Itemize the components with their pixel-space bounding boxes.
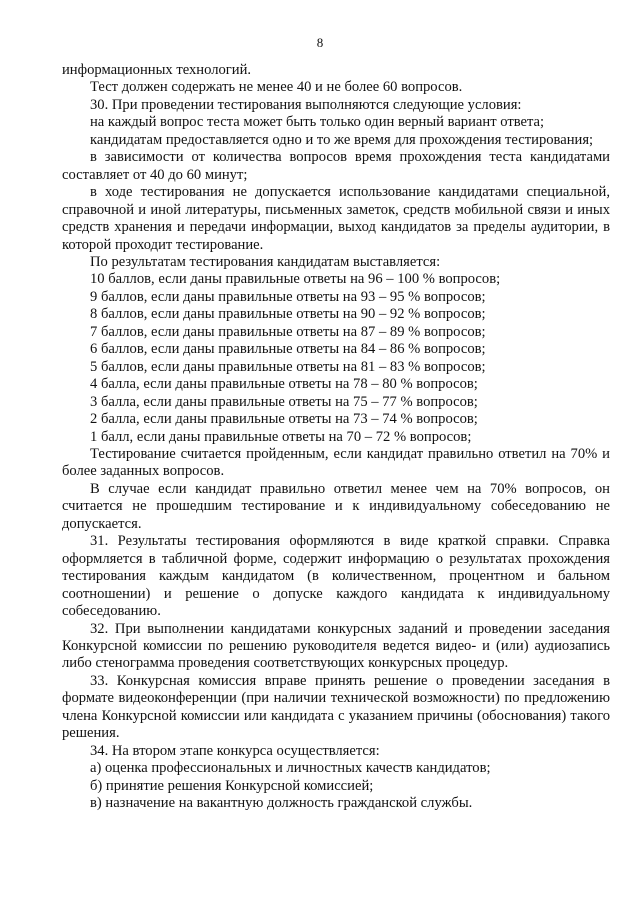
paragraph-condition-restrictions: в ходе тестирования не допускается использование кандидатами специальной, справочной и иной литературы, письменных заметок, средств мобильной связи и иных средств хранения и передачи информации, выход кандидатов за пределы аудитории, в которой проходит тестирование.: [62, 184, 610, 253]
paragraph-scoring-intro: По результатам тестирования кандидатам выставляется:: [90, 253, 441, 270]
score-line: 2 балла, если даны правильные ответы на 73 – 74 % вопросов;: [90, 411, 478, 428]
list-item-v: в) назначение на вакантную должность гражданской службы.: [90, 795, 473, 812]
score-line: 5 баллов, если даны правильные ответы на 81 – 83 % вопросов;: [90, 358, 486, 375]
paragraph-item-31: 31. Результаты тестирования оформляются в виде краткой справки. Справка оформляется в табличной форме, содержит информацию о результатах прохождения тестирования каждым кандидатом (в количественном, процентном и бальном соотношении) и решение о допуске каждого кандидата к индивидуальному собеседованию.: [62, 533, 610, 620]
paragraph-item-32: 32. При выполнении кандидатами конкурсных заданий и проведении заседания Конкурсной комиссии по решению руководителя ведется видео- и (или) аудиозапись либо стенограмма проведения соответствующих конкурсных процедур.: [62, 620, 610, 672]
score-line: 1 балл, если даны правильные ответы на 70 – 72 % вопросов;: [90, 428, 472, 445]
score-line: 9 баллов, если даны правильные ответы на 93 – 95 % вопросов;: [90, 288, 486, 305]
paragraph-passed: Тестирование считается пройденным, если кандидат правильно ответил на 70% и более заданных вопросов.: [62, 445, 610, 480]
paragraph-test-size: Тест должен содержать не менее 40 и не более 60 вопросов.: [90, 79, 463, 96]
score-line: 8 баллов, если даны правильные ответы на 90 – 92 % вопросов;: [90, 306, 486, 323]
score-line: 4 балла, если даны правильные ответы на 78 – 80 % вопросов;: [90, 376, 478, 393]
document-body: [62, 62, 610, 812]
list-item-a: а) оценка профессиональных и личностных качеств кандидатов;: [90, 760, 491, 777]
score-line: 6 баллов, если даны правильные ответы на 84 – 86 % вопросов;: [90, 341, 486, 358]
paragraph-condition-duration: в зависимости от количества вопросов время прохождения теста кандидатами составляет от 40 до 60 минут;: [62, 149, 610, 183]
paragraph-item-30: 30. При проведении тестирования выполняются следующие условия:: [90, 96, 522, 113]
paragraph-not-passed: В случае если кандидат правильно ответил менее чем на 70% вопросов, он считается не прошедшим тестирование и к индивидуальному собеседованию не допускается.: [62, 480, 610, 532]
paragraph-condition-same-time: кандидатам предоставляется одно и то же время для прохождения тестирования;: [90, 131, 594, 148]
paragraph-continuation: информационных технологий.: [62, 62, 252, 78]
paragraph-condition-one-answer: на каждый вопрос теста может быть только один верный вариант ответа;: [90, 114, 545, 131]
score-line: 10 баллов, если даны правильные ответы на 96 – 100 % вопросов;: [90, 271, 501, 288]
paragraph-item-33: 33. Конкурсная комиссия вправе принять решение о проведении заседания в формате видеоконференции (при наличии технической возможности) по предложению члена Конкурсной комиссии или кандидата с указанием причины (обоснования) такого решения.: [62, 672, 610, 742]
score-line: 7 баллов, если даны правильные ответы на 87 – 89 % вопросов;: [90, 323, 486, 340]
page-number: 8: [316, 35, 324, 50]
list-item-b: б) принятие решения Конкурсной комиссией;: [90, 777, 374, 794]
score-line: 3 балла, если даны правильные ответы на 75 – 77 % вопросов;: [90, 393, 478, 410]
paragraph-item-34: 34. На втором этапе конкурса осуществляется:: [90, 742, 380, 759]
